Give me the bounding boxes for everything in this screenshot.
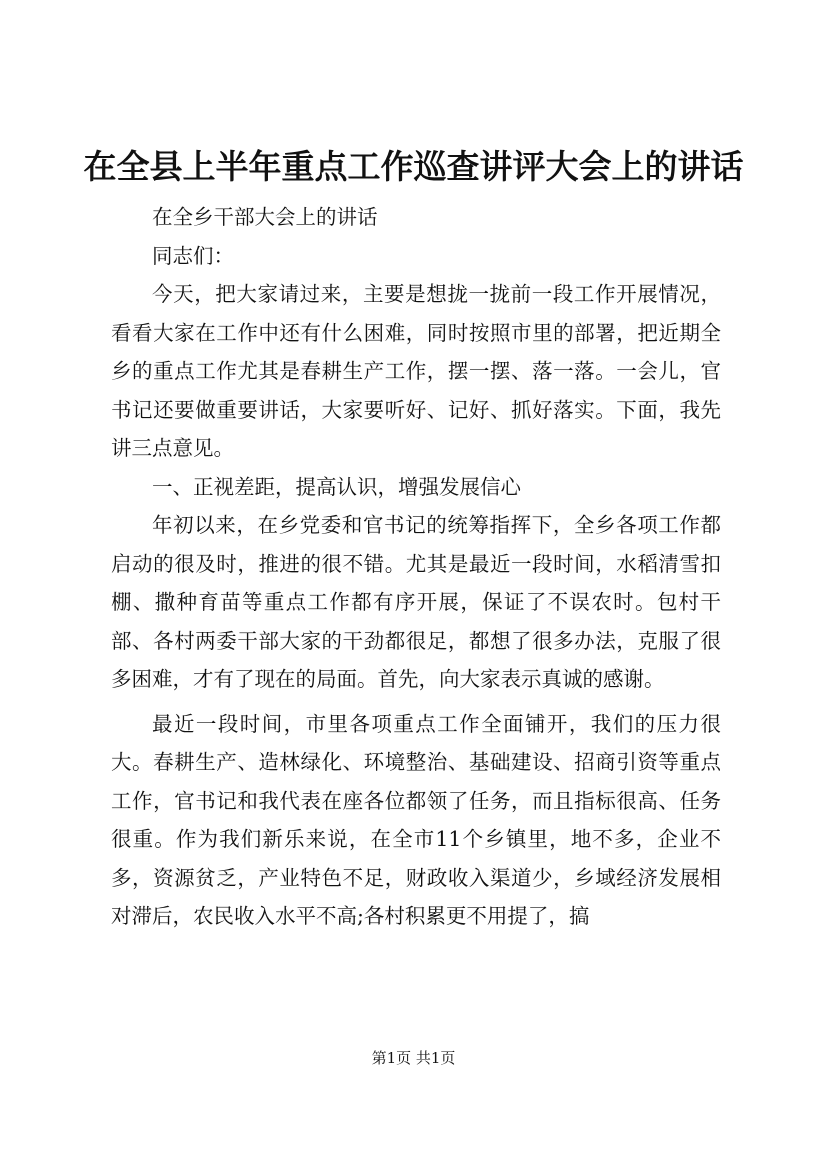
section-heading-1: 一、正视差距，提高认识，增强发展信心 [152, 474, 521, 499]
document-title: 在全县上半年重点工作巡查讲评大会上的讲话 [83, 147, 744, 186]
paragraph-salutation: 同志们： [152, 243, 234, 268]
paragraph-progress: 年初以来，在乡党委和官书记的统筹指挥下，全乡各项工作都启动的很及时，推进的很不错。尤其是最近一段时间，水稻清雪扣棚、撒种育苗等重点工作都有序开展，保证了不误农时。包村干部、各村两委干部大家的干劲都很足，都想了很多办法，克服了很多困难，才有了现在的局面。首先，向大家表示真诚的感谢。 [111, 513, 721, 691]
document-body [111, 198, 721, 936]
paragraph-pressure: 最近一段时间，市里各项重点工作全面铺开，我们的压力很大。春耕生产、造林绿化、环境整治、基础建设、招商引资等重点工作，官书记和我代表在座各位都领了任务，而且指标很高、任务很重。作为我们新乐来说，在全市11个乡镇里，地不多，企业不多，资源贫乏，产业特色不足，财政收入渠道少，乡域经济发展相对滞后，农民收入水平不高;各村积累更不用提了，搞 [111, 711, 721, 928]
paragraph-opening: 今天，把大家请过来，主要是想拢一拢前一段工作开展情况，看看大家在工作中还有什么困难，同时按照市里的部署，把近期全乡的重点工作尤其是春耕生产工作，摆一摆、落一落。一会儿，官书记还要做重要讲话，大家要听好、记好、抓好落实。下面，我先讲三点意见。 [111, 282, 721, 460]
paragraph-subtitle: 在全乡干部大会上的讲话 [152, 205, 378, 229]
page-footer: 第1页 共1页 [371, 1049, 456, 1067]
